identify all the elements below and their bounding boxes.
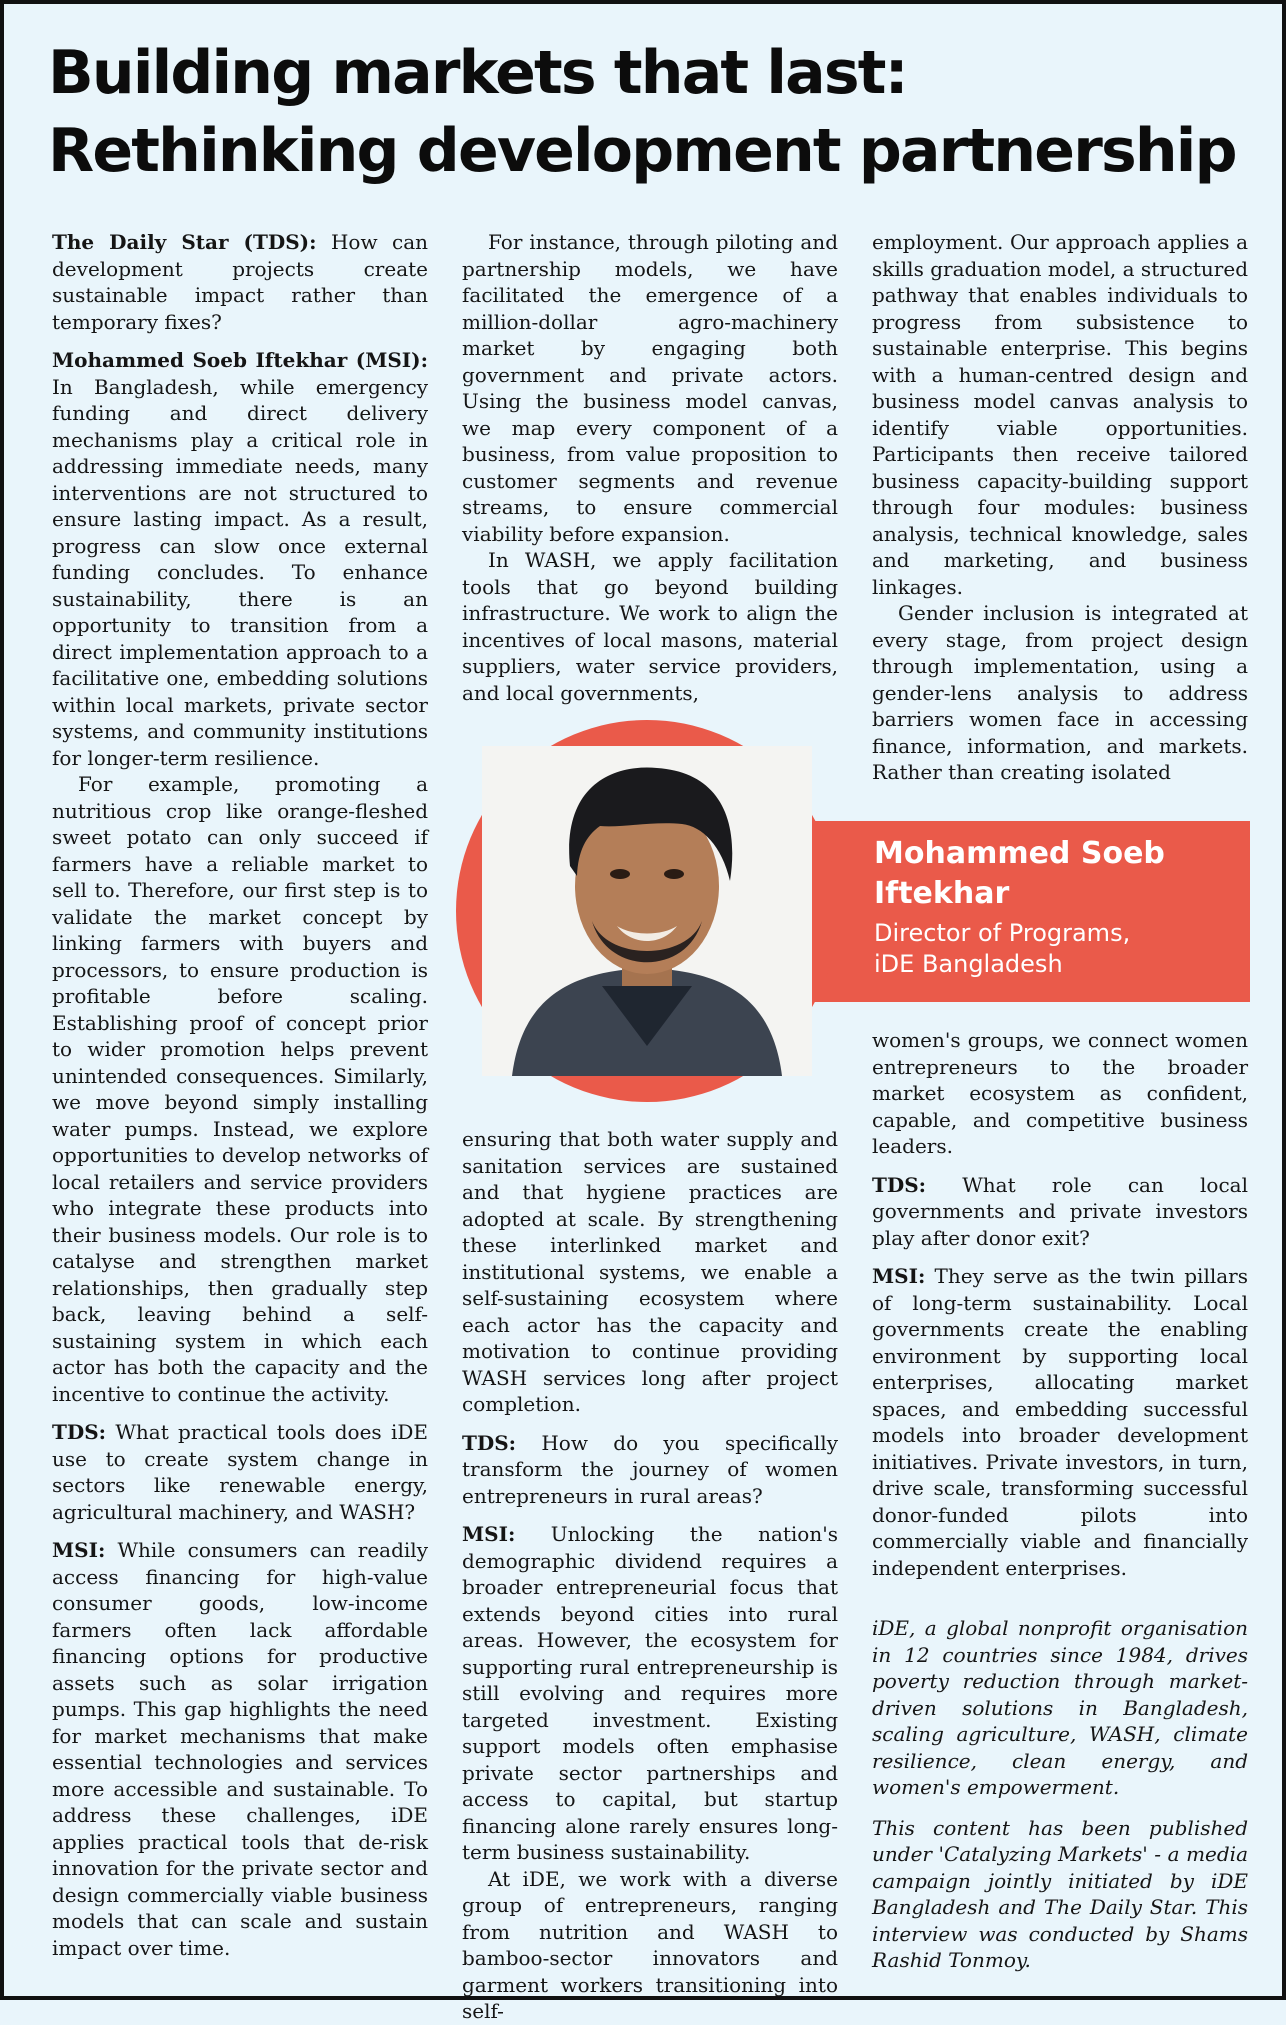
profile-title-line-2: iDE Bangladesh (874, 950, 1063, 978)
a2-text: While consumers can readily access financing for high-value consumer goods, low-income farmers often lack affordable financing options for productive assets such as solar irrigation pumps. This gap highlights the need for market mechanisms that make essential technologies and services more accessible and sustainable. To address these challenges, iDE applies practical tools that de-risk innovation for the private sector and design commercially viable business models that can scale and sustain impact over time. (52, 1538, 428, 1960)
col2-paragraph-1: For instance, through piloting and partnership models, we have facilitated the emergence of a million-dollar agro-machinery market by engaging both government and private actors. Using the business model canvas, we map every component of a business, from value proposition to customer segments and revenue streams, to ensure commercial viability before expansion. (462, 230, 838, 546)
q4-text: What role can local governments and private investors play after donor exit? (872, 1172, 1248, 1250)
question-1 (52, 229, 428, 335)
col2-paragraph-3: ensuring that both water supply and sanitation services are sustained and that hygiene practices are adopted at scale. By strengthening these interlinked market and institutional systems, we enable a self-sustaining ecosystem where each actor has the capacity and motivation to continue providing WASH services long after project completion. (462, 1127, 838, 1416)
column-2-top (462, 229, 838, 706)
q2-text: What practical tools does iDE use to create system change in sectors like renewable energy, agricultural machinery, and WASH? (52, 1420, 428, 1524)
profile-title (874, 918, 1244, 980)
a3-label: MSI: (462, 1522, 516, 1546)
about-ide (872, 1615, 1248, 1801)
question-3 (462, 1430, 838, 1510)
column-3-top (872, 229, 1248, 786)
answer-1 (52, 347, 428, 771)
column-2-bottom (462, 1126, 838, 2025)
answer-1-paragraph-2: For example, promoting a nutritious crop like orange-fleshed sweet potato can only succeed if farmers have a reliable market to sell to. Therefore, our first step is to validate the market concept by linking farmers with buyers and processors, to ensure production is profitable before scaling. Establishing proof of concept prior to wider promotion helps prevent unintended consequences. Similarly, we move beyond simply installing water pumps. Instead, we explore opportunities to develop networks of local retailers and service providers who integrate these products into their business models. Our role is to catalyse and strengthen market relationships, then gradually step back, leaving behind a self-sustaining system in which each actor has both the capacity and the incentive to continue the activity. (52, 772, 428, 1406)
column-1 (52, 229, 428, 1961)
q1-label: The Daily Star (TDS): (52, 230, 317, 254)
question-4 (872, 1172, 1248, 1252)
profile-name: Mohammed Soeb Iftekhar (874, 836, 1165, 911)
answer-4 (872, 1263, 1248, 1581)
column-3-bottom (872, 1027, 1248, 1974)
headline-line-1: Building markets that last: (48, 38, 907, 108)
a2-label: MSI: (52, 1538, 106, 1562)
q2-label: TDS: (52, 1420, 107, 1444)
portrait-photo (482, 746, 812, 1076)
a1-label: Mohammed Soeb Iftekhar (MSI): (52, 348, 428, 372)
col3-paragraph-1: employment. Our approach applies a skills graduation model, a structured pathway that enables individuals to progress from subsistence to sustainable enterprise. This begins with a human-centred design and business model canvas analysis to identify viable opportunities. Participants then receive tailored business capacity-building support through four modules: business analysis, technical knowledge, sales and marketing, and business linkages. (872, 230, 1248, 599)
a1-text: In Bangladesh, while emergency funding and direct delivery mechanisms play a critical role in addressing immediate needs, many interventions are not structured to ensure lasting impact. As a result, progress can slow once external funding concludes. To enhance sustainability, there is an opportunity to transition from a direct implementation approach to a facilitative one, embedding solutions within local markets, private sector systems, and community institutions for longer-term resilience. (52, 374, 428, 770)
a4-text: They serve as the twin pillars of long-term sustainability. Local governments create the enabling environment by supporting local enterprises, allocating market spaces, and embedding successful models into broader development initiatives. Private investors, in turn, drive scale, transforming successful donor-funded pilots into commercially viable and financially independent enterprises. (872, 1264, 1248, 1580)
q1-text: How can development projects create sustainable impact rather than temporary fixes? (52, 230, 428, 334)
question-2 (52, 1419, 428, 1525)
headline (48, 34, 1248, 190)
content-credit-text: This content has been published under 'Catalyzing Markets' - a media campaign jointly initiated by iDE Bangladesh and The Daily Star. This interview was conducted by Shams Rashid Tonmoy. (872, 1815, 1248, 1972)
q4-label: TDS: (872, 1172, 927, 1197)
q3-text: How do you specifically transform the journey of women entrepreneurs in rural areas? (462, 1430, 838, 1508)
profile-title-line-1: Director of Programs, (874, 919, 1131, 947)
a3-text: Unlocking the nation's demographic dividend requires a broader entrepreneurial focus that extends beyond cities into rural areas. However, the ecosystem for supporting rural entrepreneurship is still evolving and requires more targeted investment. Existing support models often emphasise private sector partnerships and access to capital, but startup financing alone rarely ensures long-term business sustainability. (462, 1522, 838, 1864)
q3-label: TDS: (462, 1430, 517, 1455)
col3-paragraph-3: women's groups, we connect women entrepreneurs to the broader market ecosystem as confident, capable, and competitive business leaders. (872, 1028, 1248, 1158)
content-credit (872, 1815, 1248, 1974)
col3-paragraph-2: Gender inclusion is integrated at every stage, from project design through implementation, using a gender-lens analysis to address barriers women face in accessing finance, information, and markets. Rather than creating isolated (872, 601, 1248, 784)
answer-3 (462, 1521, 838, 1866)
col2-paragraph-2: In WASH, we apply facilitation tools that go beyond building infrastructure. We work to align the incentives of local masons, material suppliers, water service providers, and local governments, (462, 548, 838, 705)
headline-line-2: Rethinking development partnership (48, 116, 1236, 186)
answer-2 (52, 1537, 428, 1961)
a4-label: MSI: (872, 1264, 926, 1288)
portrait-illustration (482, 746, 812, 1076)
about-ide-text: iDE, a global nonprofit organisation in 12 countries since 1984, drives poverty reduction through market-driven solutions in Bangladesh, scaling agriculture, WASH, climate resilience, clean energy, and women's empowerment. (872, 1616, 1248, 1799)
col2-paragraph-4: At iDE, we work with a diverse group of entrepreneurs, ranging from nutrition and WASH to bamboo-sector innovators and garment workers transitioning into self- (462, 1866, 838, 2023)
